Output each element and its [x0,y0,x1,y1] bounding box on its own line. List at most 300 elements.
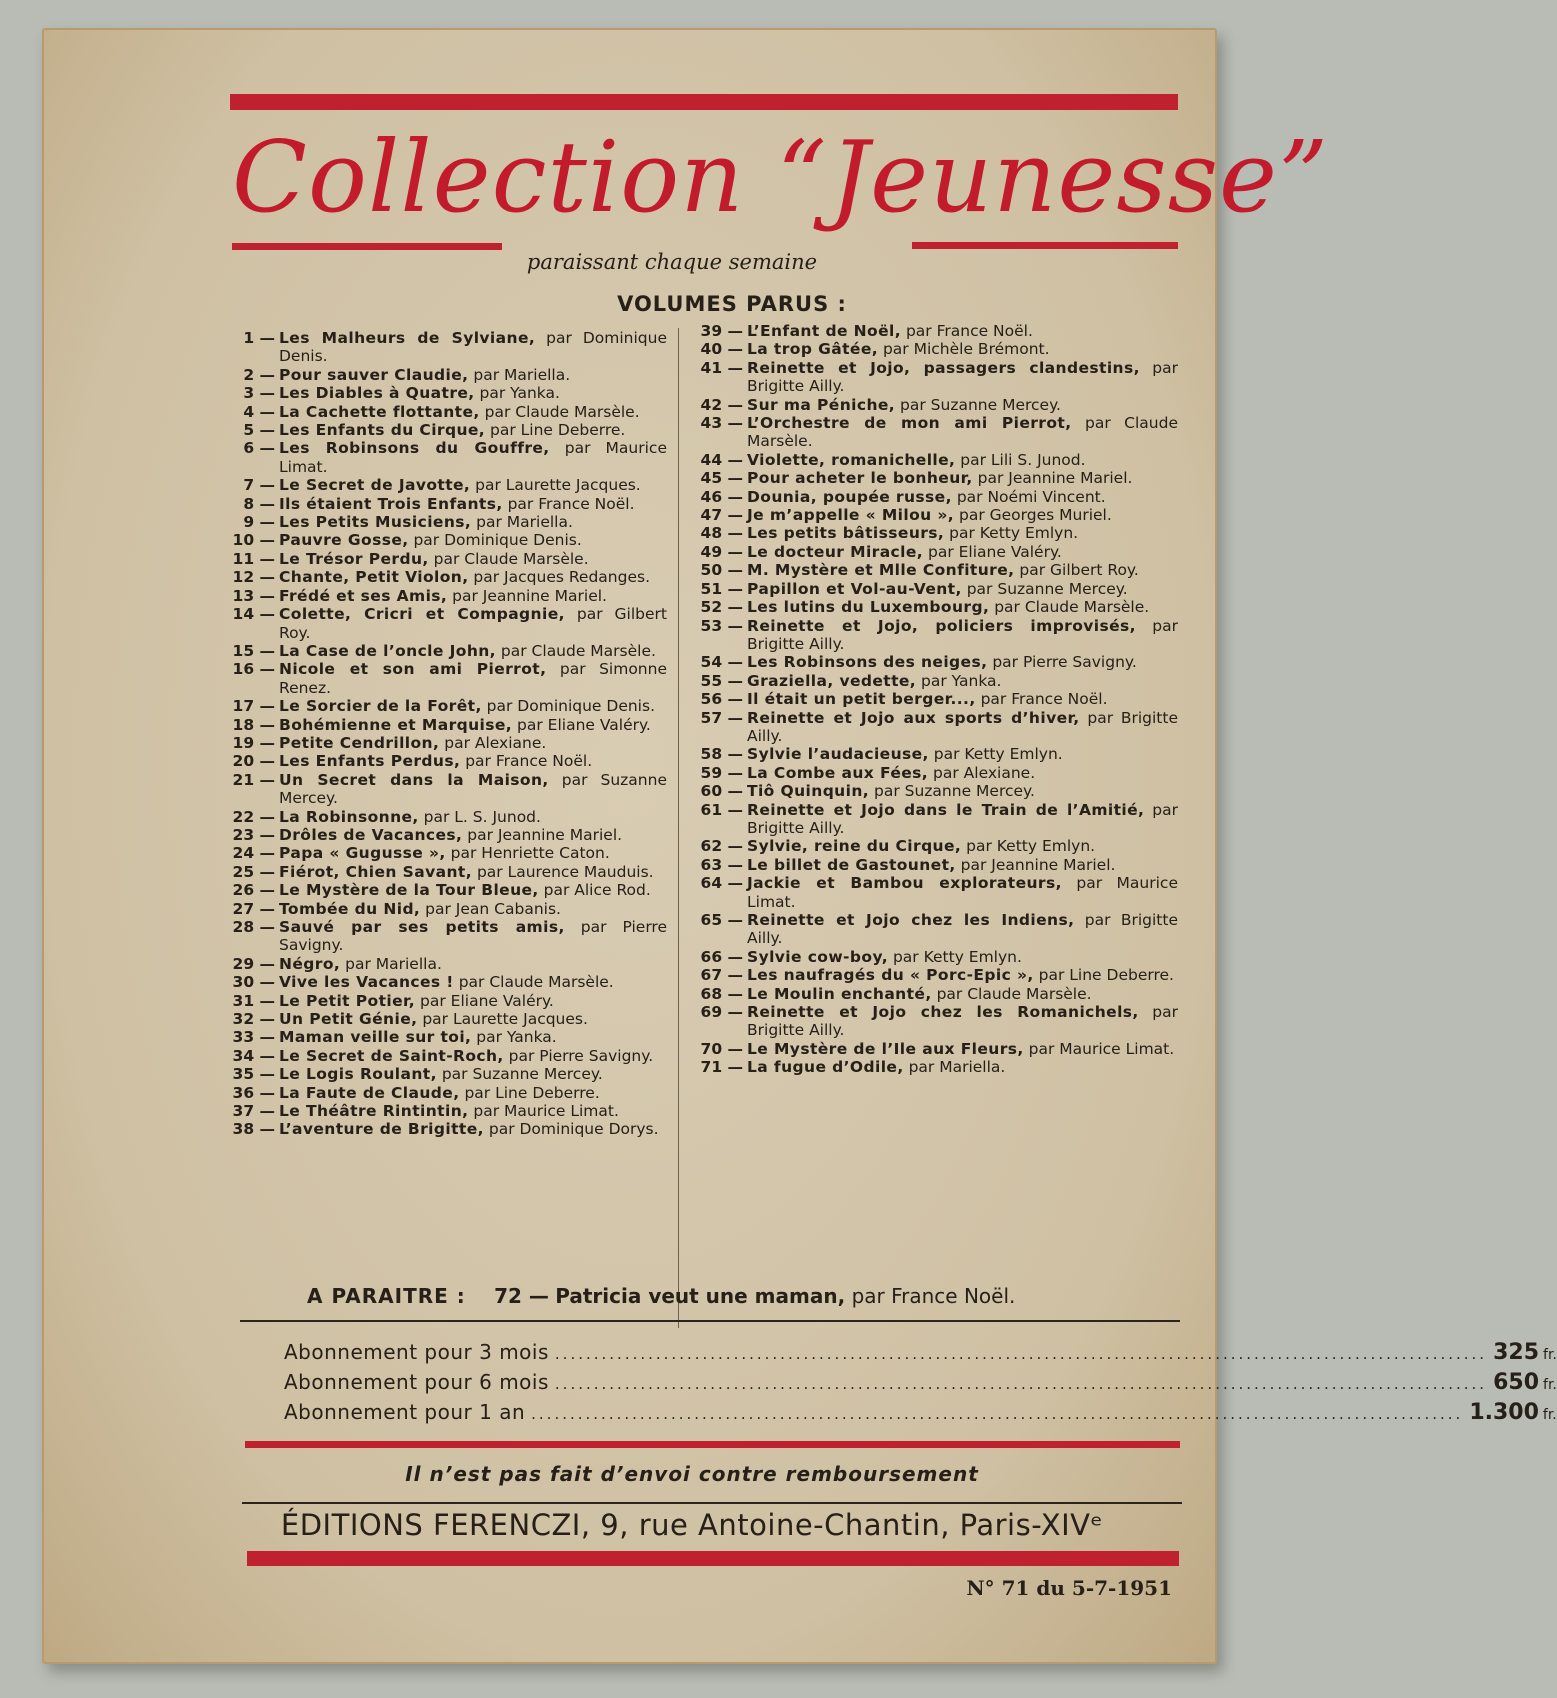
volume-entry [225,716,667,734]
volume-author: par Line Deberre. [490,421,626,440]
volume-number: 12 — [232,568,275,587]
volume-title: Les petits bâtisseurs, [747,524,945,543]
volume-number: 8 — [243,494,275,513]
volume-author: par Maurice Limat. [747,874,1178,911]
volume-author: par Dominique Denis. [486,697,655,716]
volume-number: 27 — [232,899,275,918]
volume-entry [225,1010,667,1028]
volume-author: par Mariella. [476,513,573,532]
volume-title: Le Moulin enchanté, [747,984,932,1003]
volume-number: 4 — [243,402,275,421]
volume-entry [690,340,1178,358]
volume-text [747,580,1178,598]
volume-number: 43 — [700,414,743,433]
upcoming-number: 72 — [494,1284,549,1308]
volume-entry [690,764,1178,782]
volume-number: 14 — [232,605,275,624]
volume-number: 70 — [700,1039,743,1058]
subscription-label: Abonnement pour 3 mois [284,1340,549,1364]
volume-text [279,697,667,715]
volume-title: Les Enfants du Cirque, [279,421,486,440]
volume-number: 58 — [700,745,743,764]
publisher-address: ÉDITIONS FERENCZI, 9, rue Antoine-Chantin, Paris-XIVᵉ [280,1508,1104,1542]
volume-entry [225,844,667,862]
volume-title: L’aventure de Brigitte, [279,1120,484,1139]
volume-entry [690,985,1178,1003]
volume-entry [690,469,1178,487]
subtitle-left-rule [232,243,502,250]
volume-entry [225,1120,667,1138]
subscription-top-rule [240,1320,1180,1322]
volume-author: par Mariella. [908,1058,1006,1077]
volume-number: 45 — [700,469,743,488]
subscription-row [284,1370,1557,1400]
volume-entry [225,918,667,955]
volume-entry [225,329,667,366]
volume-number: 30 — [232,973,275,992]
issue-number: N° 71 du 5-7-1951 [966,1576,1172,1600]
volume-text [279,1047,667,1065]
volume-number: 37 — [232,1102,275,1121]
volume-number: 24 — [232,844,275,863]
volume-title: Papillon et Vol-au-Vent, [747,579,962,598]
volume-title: Sur ma Péniche, [747,395,896,414]
volume-author: par Gilbert Roy. [279,605,667,642]
volume-text [279,844,667,862]
volume-entry [225,826,667,844]
volume-title: Maman veille sur toi, [279,1028,472,1047]
volume-author: par France Noël. [905,322,1033,340]
volume-title: Dounia, poupée russe, [747,487,952,506]
volume-number: 31 — [232,991,275,1010]
volume-number: 56 — [700,690,743,709]
volume-entry [225,421,667,439]
volume-text [279,568,667,586]
volume-entry [225,439,667,476]
volume-title: Le billet de Gastounet, [747,855,956,874]
volume-number: 39 — [700,322,743,340]
volume-title: Papa « Gugusse », [279,844,446,863]
volume-entry [225,992,667,1010]
volume-text [279,863,667,881]
volume-text [279,881,667,899]
volume-title: M. Mystère et Mlle Confiture, [747,561,1015,580]
volume-text [279,1084,667,1102]
volume-author: par Claude Marsèle. [747,414,1178,451]
volume-number: 69 — [700,1003,743,1022]
volume-text [279,403,667,421]
volume-title: Pour acheter le bonheur, [747,469,973,488]
price-value: 1.300 [1469,1400,1539,1425]
volume-entry [690,948,1178,966]
volume-text [279,476,667,494]
volume-number: 13 — [232,586,275,605]
volume-author: par Brigitte Ailly. [747,616,1178,653]
volume-text [747,322,1178,340]
volume-title: Le Secret de Javotte, [279,476,471,495]
volume-number: 64 — [700,874,743,893]
volume-entry [225,550,667,568]
volume-author: par Claude Marsèle. [994,598,1150,617]
volume-author: par Pierre Savigny. [279,918,667,955]
volume-entry [690,653,1178,671]
volume-text [279,734,667,752]
volume-number: 55 — [700,671,743,690]
volume-title: Le Mystère de l’Ile aux Fleurs, [747,1039,1024,1058]
volume-author: par Claude Marsèle. [433,549,589,568]
volume-text [747,451,1178,469]
volume-title: Vive les Vacances ! [279,973,454,992]
volume-text [747,1040,1178,1058]
subscription-price [1493,1370,1557,1395]
volume-text [279,900,667,918]
volume-entry [690,488,1178,506]
volume-title: Le Logis Roulant, [279,1065,437,1084]
volume-entry [690,506,1178,524]
volume-text [747,837,1178,855]
subtitle-right-rule [912,242,1178,249]
volume-text [279,1065,667,1083]
volume-text [747,801,1178,838]
volume-title: Le Secret de Saint-Roch, [279,1046,504,1065]
volume-entry [225,476,667,494]
volume-author: par Michèle Brémont. [882,340,1050,359]
volume-title: La fugue d’Odile, [747,1058,904,1077]
volume-author: par Maurice Limat. [1028,1039,1175,1058]
volume-author: par Georges Muriel. [959,506,1112,525]
volume-title: La Robinsonne, [279,807,419,826]
volume-number: 34 — [232,1046,275,1065]
volume-number: 44 — [700,450,743,469]
volume-author: par Pierre Savigny. [508,1046,654,1065]
volume-text [279,955,667,973]
volume-title: Tombée du Nid, [279,899,421,918]
volume-text [747,396,1178,414]
volume-text [279,1010,667,1028]
volume-entry [690,966,1178,984]
volume-title: Reinette et Jojo, passagers clandestins, [747,358,1140,377]
volume-text [279,642,667,660]
back-cover [42,28,1557,1664]
volume-entry [225,900,667,918]
volume-author: par Ketty Emlyn. [933,745,1063,764]
volume-text [747,690,1178,708]
upcoming-label: A PARAITRE : [307,1284,466,1308]
volume-number: 50 — [700,561,743,580]
volume-title: Les naufragés du « Porc-Epic », [747,966,1034,985]
volume-text [279,808,667,826]
top-red-rule [230,94,1178,110]
volume-number: 32 — [232,1010,275,1029]
volume-title: Le Petit Potier, [279,991,416,1010]
publisher-top-rule [242,1502,1182,1504]
volume-text [279,531,667,549]
volume-title: Il était un petit berger..., [747,690,976,709]
volume-entry [225,660,667,697]
volume-title: Les Enfants Perdus, [279,752,461,771]
volume-number: 52 — [700,598,743,617]
volume-entry [690,911,1178,948]
volume-author: par L. S. Junod. [423,807,541,826]
volume-entry [225,531,667,549]
volume-number: 6 — [243,439,275,458]
volume-entry [690,801,1178,838]
volume-entry [225,384,667,402]
volume-title: Les Petits Musiciens, [279,513,472,532]
volume-number: 26 — [232,881,275,900]
volume-title: La Faute de Claude, [279,1083,460,1102]
volume-number: 71 — [700,1058,743,1077]
volume-number: 23 — [232,825,275,844]
subtitle: paraissant chaque semaine [526,250,818,274]
volume-number: 10 — [232,531,275,550]
volume-entry [690,451,1178,469]
volume-entry [225,587,667,605]
volume-entry [690,598,1178,616]
volume-text [747,543,1178,561]
volume-entry [690,580,1178,598]
volume-text [747,414,1178,451]
volume-number: 7 — [243,476,275,495]
volume-author: par Dominique Dorys. [488,1120,659,1139]
volume-author: par Suzanne Mercey. [900,395,1061,414]
subscription-table [284,1340,1557,1430]
volume-text [747,874,1178,911]
volume-number: 28 — [232,918,275,936]
volume-title: Reinette et Jojo, policiers improvisés, [747,616,1136,635]
volume-title: Drôles de Vacances, [279,825,463,844]
volume-author: par Gilbert Roy. [1019,561,1139,580]
volume-number: 54 — [700,653,743,672]
volume-number: 48 — [700,524,743,543]
price-unit: fr. [1543,1347,1557,1363]
leader-dots: ........................................................................................................................ [554,1345,1488,1363]
volume-number: 53 — [700,616,743,635]
volume-title: La trop Gâtée, [747,340,879,359]
volume-author: par Eliane Valéry. [517,715,651,734]
volume-title: Le Trésor Perdu, [279,549,429,568]
volume-author: par Line Deberre. [464,1083,600,1102]
upcoming-volume [307,1284,1207,1308]
volume-title: Petite Cendrillon, [279,733,440,752]
volume-author: par Yanka. [921,671,1002,690]
volume-title: Le Théâtre Rintintin, [279,1102,469,1121]
subscription-row [284,1340,1557,1370]
volume-title: L’Enfant de Noël, [747,322,902,340]
leader-dots: ........................................................................................................................ [531,1405,1464,1423]
volume-number: 51 — [700,579,743,598]
volume-title: Ils étaient Trois Enfants, [279,494,503,513]
volume-title: Violette, romanichelle, [747,450,956,469]
volume-entry [225,605,667,642]
volume-number: 15 — [232,641,275,660]
volume-author: par Brigitte Ailly. [747,358,1178,396]
volume-text [747,469,1178,487]
subscription-label: Abonnement pour 1 an [284,1400,526,1424]
volume-number: 68 — [700,984,743,1003]
volume-author: par Alexiane. [444,733,547,752]
volume-text [279,826,667,844]
volume-title: La Combe aux Fées, [747,763,929,782]
volume-entry [225,881,667,899]
volume-text [747,911,1178,948]
volume-text [279,771,667,808]
upcoming-author: par France Noël. [851,1284,1016,1308]
volume-number: 38 — [232,1120,275,1139]
volume-author: par Mariella. [473,365,571,384]
volume-number: 49 — [700,542,743,561]
volume-title: La Case de l’oncle John, [279,641,496,660]
volume-entry [690,856,1178,874]
volume-author: par Eliane Valéry. [420,991,554,1010]
volume-entry [225,1028,667,1046]
volume-number: 60 — [700,782,743,801]
volume-entry [690,745,1178,763]
volume-text [279,495,667,513]
volume-text [279,973,667,991]
volume-title: Reinette et Jojo dans le Train de l’Amitié, [747,800,1145,819]
volume-number: 2 — [243,365,275,384]
volume-entry [225,697,667,715]
volume-entry [225,568,667,586]
volume-number: 22 — [232,807,275,826]
volume-entry [690,672,1178,690]
volume-title: Chante, Petit Violon, [279,568,469,587]
price-value: 325 [1493,1340,1540,1365]
volume-number: 46 — [700,487,743,506]
volume-author: par Claude Marsèle. [458,973,614,992]
volume-author: par Dominique Denis. [279,329,667,366]
volume-title: Pauvre Gosse, [279,531,409,550]
volume-text [279,421,667,439]
volume-author: par Brigitte Ailly. [747,911,1178,948]
volume-author: par Ketty Emlyn. [966,837,1096,856]
volume-number: 59 — [700,763,743,782]
volume-text [279,1120,667,1138]
volume-text [279,660,667,697]
volume-author: par Claude Marsèle. [500,641,656,660]
volume-text [279,329,667,366]
volume-title: Négro, [279,954,341,973]
volume-title: Nicole et son ami Pierrot, [279,660,547,679]
volume-entry [690,1040,1178,1058]
volume-author: par Maurice Limat. [279,439,667,476]
volume-text [747,359,1178,396]
volume-text [747,1003,1178,1040]
price-unit: fr. [1543,1377,1557,1393]
volume-author: par Suzanne Mercey. [441,1065,603,1084]
volume-title: Bohémienne et Marquise, [279,715,513,734]
volume-text [747,617,1178,654]
volumes-right-column [690,322,1178,1077]
volume-author: par France Noël. [980,690,1108,709]
volume-number: 61 — [700,800,743,819]
volume-number: 62 — [700,837,743,856]
volume-entry [690,322,1178,340]
volume-number: 1 — [243,329,275,347]
publisher-bottom-rule [247,1551,1179,1566]
volume-author: par Suzanne Mercey. [966,579,1128,598]
volume-text [279,513,667,531]
volume-text [279,366,667,384]
volume-entry [225,734,667,752]
volume-text [747,745,1178,763]
volume-author: par Lili S. Junod. [960,450,1086,469]
volume-entry [690,396,1178,414]
volume-text [279,1028,667,1046]
volume-entry [225,642,667,660]
volume-text [747,653,1178,671]
volume-number: 25 — [232,862,275,881]
volume-author: par Maurice Limat. [473,1102,619,1121]
volume-number: 35 — [232,1065,275,1084]
volume-entry [225,1084,667,1102]
volume-author: par Jeannine Mariel. [467,825,623,844]
volume-title: Reinette et Jojo chez les Romanichels, [747,1003,1139,1022]
volume-author: par Laurette Jacques. [422,1010,588,1029]
volume-entry [225,1065,667,1083]
volume-title: Sauvé par ses petits amis, [279,918,565,936]
volume-title: Les Malheurs de Sylviane, [279,329,536,347]
volume-author: par Jeannine Mariel. [960,855,1116,874]
volume-number: 41 — [700,358,743,377]
volume-text [747,672,1178,690]
volume-entry [690,690,1178,708]
volume-title: L’Orchestre de mon ami Pierrot, [747,414,1072,433]
volume-number: 19 — [232,733,275,752]
volume-text [747,1058,1178,1076]
volume-entry [225,863,667,881]
volume-author: par Yanka. [476,1028,557,1047]
volume-text [747,561,1178,579]
volume-author: par France Noël. [507,494,635,513]
volume-title: Fiérot, Chien Savant, [279,862,472,881]
volume-author: par Simonne Renez. [279,660,667,697]
volume-text [747,948,1178,966]
volume-number: 57 — [700,708,743,727]
volume-author: par Suzanne Mercey. [874,782,1035,801]
volume-title: Sylvie, reine du Cirque, [747,837,962,856]
volume-number: 16 — [232,660,275,679]
volume-title: La Cachette flottante, [279,402,480,421]
volume-entry [690,1003,1178,1040]
volume-title: Sylvie l’audacieuse, [747,745,929,764]
volume-entry [225,973,667,991]
volume-title: Le Sorcier de la Forêt, [279,697,482,716]
volume-text [279,587,667,605]
volume-number: 40 — [700,340,743,359]
volume-entry [690,1058,1178,1076]
volume-title: Frédé et ses Amis, [279,586,448,605]
volume-title: Un Secret dans la Maison, [279,770,549,789]
volume-text [747,764,1178,782]
volume-title: Colette, Cricri et Compagnie, [279,605,565,624]
volume-number: 5 — [243,421,275,440]
volume-title: Les Robinsons des neiges, [747,653,988,672]
volume-text [747,488,1178,506]
volume-text [747,340,1178,358]
volume-text [279,716,667,734]
volume-author: par Pierre Savigny. [992,653,1137,672]
volume-text [279,1102,667,1120]
volume-entry [225,955,667,973]
volume-text [279,752,667,770]
volume-author: par Jeannine Mariel. [977,469,1133,488]
volume-text [747,598,1178,616]
price-unit: fr. [1542,1407,1557,1423]
volume-entry [690,359,1178,396]
volume-title: Le Mystère de la Tour Bleue, [279,881,539,900]
